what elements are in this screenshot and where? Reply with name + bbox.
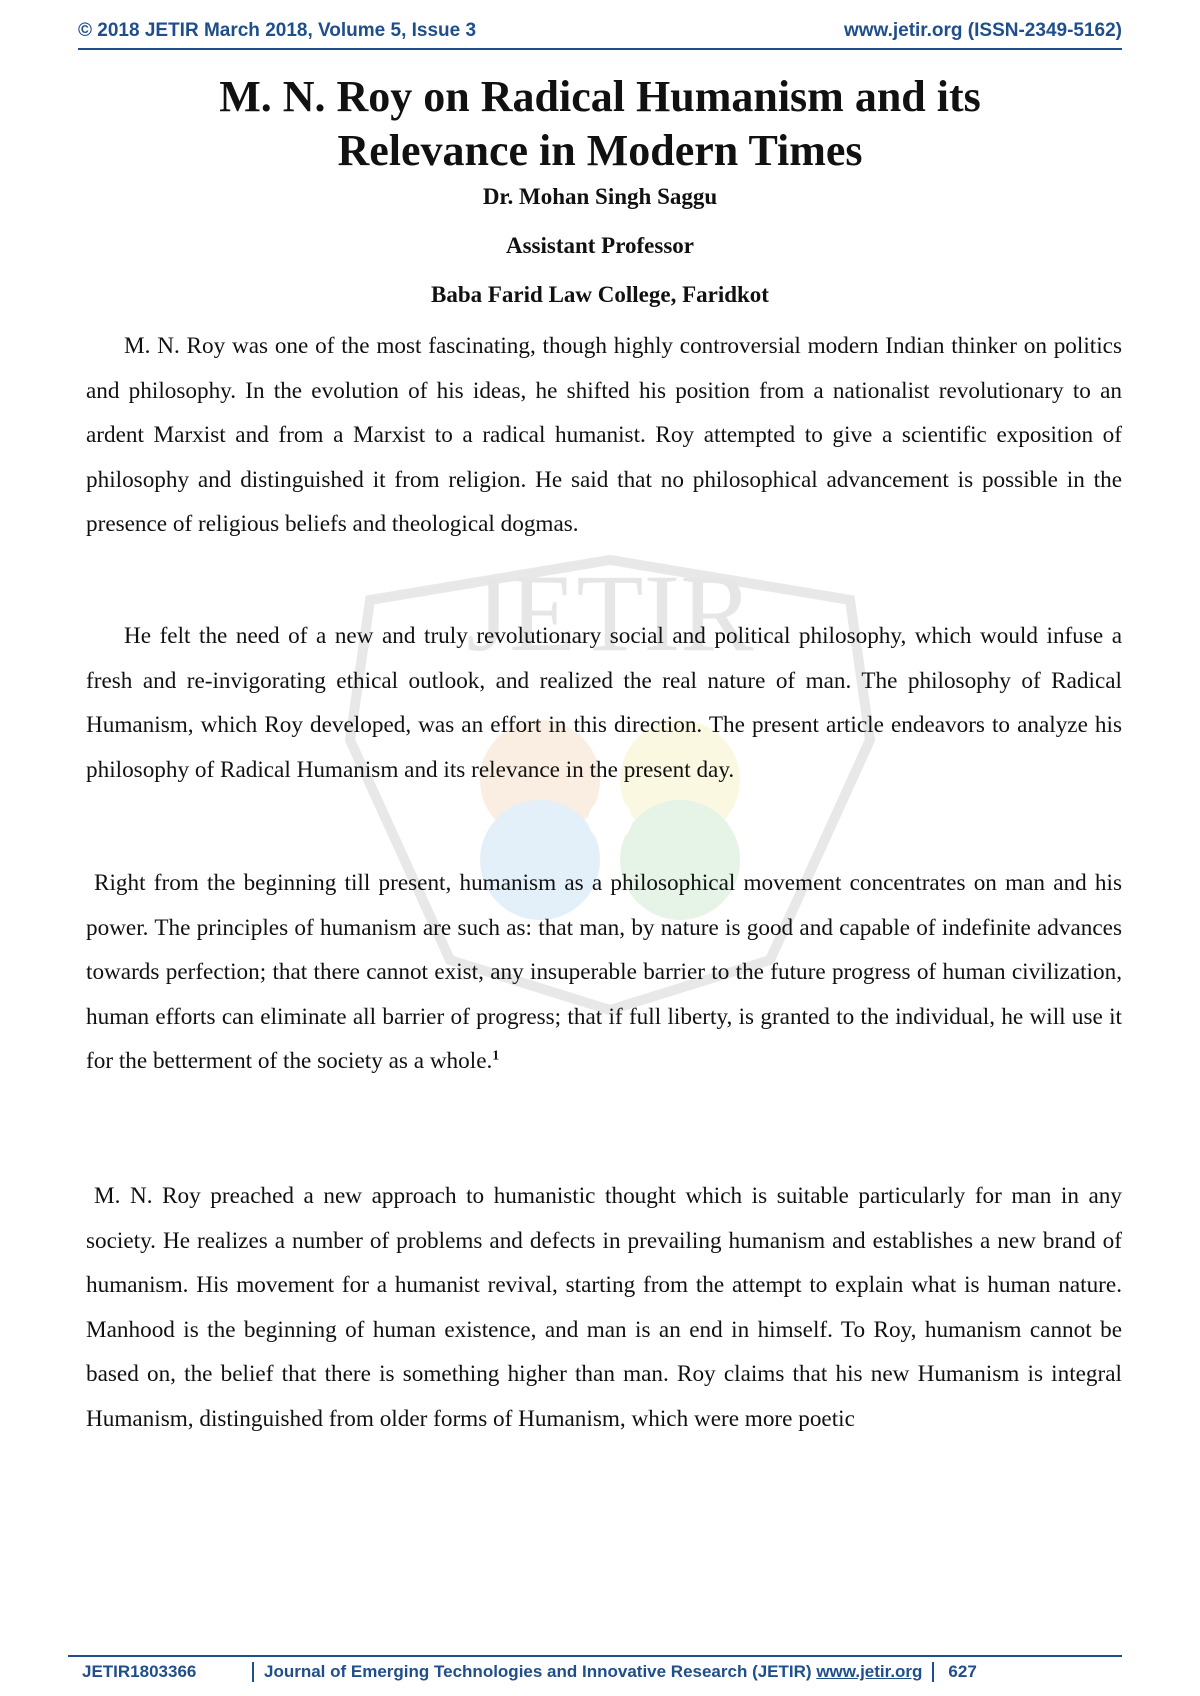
page-header — [78, 14, 1122, 50]
page-footer — [68, 1655, 1122, 1687]
journal-info — [254, 1662, 934, 1682]
author-name: Dr. Mohan Singh Saggu — [482, 184, 718, 209]
article-id: JETIR1803366 — [68, 1662, 254, 1682]
paragraph-3-text: Right from the beginning till present, humanism as a philosophical movement concentrates on man and his power. The principles of humanism are such as: that man, by nature is good and capable of indefinite advances towards perfection; that there cannot exist, any insuperable barrier to the future progress of human civilization, human efforts can eliminate all barrier of progress; that if full liberty, is granted to the individual, he will use it for the betterment of the society as a whole. — [86, 870, 1122, 1074]
watermark-text: JETIR — [466, 552, 754, 674]
paragraph-2: He felt the need of a new and truly revolutionary social and political philosophy, which would infuse a fresh and re-invigorating ethical outlook, and realized the real nature of man. The philosophy of Radical Humanism, which Roy developed, was an effort in this direction. The present article endeavors to analyze his philosophy of Radical Humanism and its relevance in the present day. — [86, 623, 1122, 783]
paragraph-3 — [86, 861, 1122, 1084]
title-line-1: M. N. Roy on Radical Humanism and its — [219, 72, 981, 121]
footnote-marker: 1 — [492, 1048, 500, 1064]
header-citation: © 2018 JETIR March 2018, Volume 5, Issue 3 — [78, 20, 477, 41]
paper-title — [80, 70, 1120, 178]
paragraph-4: M. N. Roy preached a new approach to humanistic thought which is suitable particularly for man in any society. He realizes a number of problems and defects in prevailing humanism and establishes a new brand of humanism. His movement for a humanist revival, starting from the attempt to explain what is human nature. Manhood is the beginning of human existence, and man is an end in himself. To Roy, humanism cannot be based on, the belief that there is something higher than man. Roy claims that his new Humanism is integral Humanism, distinguished from older forms of Humanism, which were more poetic — [86, 1183, 1122, 1432]
paragraph-1: M. N. Roy was one of the most fascinating, though highly controversial modern Indian thinker on politics and philosophy. In the evolution of his ideas, he shifted his position from a nationalist revolutionary to an ardent Marxist and from a Marxist to a radical humanist. Roy attempted to give a scientific exposition of philosophy and distinguished it from religion. He said that no philosophical advancement is possible in the presence of religious beliefs and theological dogmas. — [86, 333, 1122, 537]
page-number: 627 — [948, 1662, 977, 1681]
journal-name: Journal of Emerging Technologies and Innovative Research (JETIR) — [264, 1662, 812, 1681]
author-affiliation: Baba Farid Law College, Faridkot — [431, 282, 769, 307]
journal-link[interactable]: www.jetir.org — [816, 1662, 923, 1681]
title-line-2: Relevance in Modern Times — [337, 126, 863, 175]
author-designation: Assistant Professor — [505, 233, 695, 258]
header-website: www.jetir.org (ISSN-2349-5162) — [843, 20, 1122, 41]
